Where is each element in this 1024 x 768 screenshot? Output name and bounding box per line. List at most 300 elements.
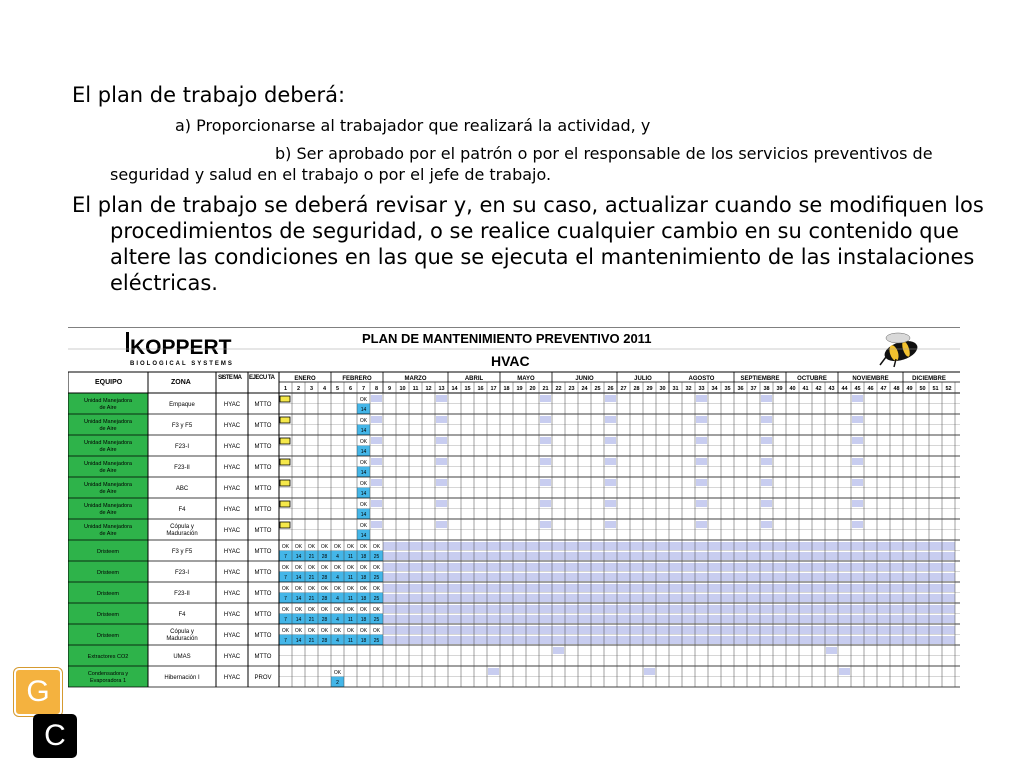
plan-cell (761, 437, 772, 444)
week-number: 30 (659, 386, 666, 392)
week-number: 12 (425, 386, 432, 392)
plan-cell (436, 479, 447, 486)
date-mark: 14 (360, 449, 367, 455)
ok-mark: OK (359, 586, 368, 592)
month-label: AGOSTO (688, 376, 715, 382)
ejecuta-label: MTTO (254, 465, 272, 471)
ok-mark: OK (359, 565, 368, 571)
date-mark: 14 (295, 638, 302, 644)
ok-mark: OK (346, 607, 355, 613)
arrow-marker (280, 480, 290, 486)
equipo-label: de Aire (99, 531, 117, 537)
zona-label: ABC (175, 486, 189, 492)
ejecuta-label: PROV (254, 675, 272, 681)
date-mark: 18 (360, 617, 367, 623)
sistema-label: HYAC (223, 633, 241, 639)
plan-cell (371, 500, 382, 507)
zona-label: UMAS (173, 654, 191, 660)
date-mark: 18 (360, 596, 367, 602)
date-mark: 11 (347, 596, 354, 602)
date-mark: 21 (308, 638, 315, 644)
ok-mark: OK (333, 607, 342, 613)
date-mark: 7 (284, 617, 287, 623)
sistema-label: HYAC (223, 528, 241, 534)
week-number: 16 (477, 386, 484, 392)
plan-cell (540, 521, 551, 528)
week-number: 14 (451, 386, 458, 392)
equipo-label: Extractores CO2 (87, 654, 129, 660)
date-mark: 14 (360, 491, 367, 497)
week-number: 6 (348, 386, 353, 392)
date-mark: 14 (360, 533, 367, 539)
ok-mark: OK (333, 586, 342, 592)
sistema-label: HYAC (223, 486, 241, 492)
ok-mark: OK (320, 565, 329, 571)
plan-cell (605, 416, 616, 423)
date-mark: 14 (295, 554, 302, 560)
plan-cell (852, 437, 863, 444)
date-mark: 4 (336, 554, 339, 560)
date-mark: 25 (373, 617, 380, 623)
ok-mark: OK (294, 565, 303, 571)
date-mark: 11 (347, 575, 354, 581)
header-ejecuta: EJECU TA (249, 375, 275, 381)
week-number: 43 (828, 386, 835, 392)
equipo-label: de Aire (99, 510, 117, 516)
ok-mark: OK (359, 460, 368, 466)
date-mark: 14 (295, 596, 302, 602)
plan-cell (436, 437, 447, 444)
equipo-label: Dristeem (96, 591, 120, 597)
ejecuta-label: MTTO (254, 591, 272, 597)
ok-mark: OK (307, 586, 316, 592)
ok-mark: OK (307, 628, 316, 634)
week-number: 33 (698, 386, 705, 392)
week-number: 5 (335, 386, 340, 392)
ejecuta-label: MTTO (254, 423, 272, 429)
ok-mark: OK (307, 544, 316, 550)
date-mark: 14 (360, 470, 367, 476)
plan-cell (436, 521, 447, 528)
week-number: 48 (893, 386, 900, 392)
equipo-label: Condensadora y (87, 671, 129, 677)
week-number: 32 (685, 386, 692, 392)
date-mark: 14 (295, 617, 302, 623)
equipo-label: Unidad Manejadora (83, 440, 133, 446)
ok-mark: OK (294, 607, 303, 613)
plan-cell (605, 521, 616, 528)
ejecuta-label: MTTO (254, 654, 272, 660)
plan-cell (761, 521, 772, 528)
date-mark: 25 (373, 596, 380, 602)
equipo-label: de Aire (99, 489, 117, 495)
plan-cell (605, 500, 616, 507)
sistema-label: HYAC (223, 612, 241, 618)
week-number: 38 (763, 386, 770, 392)
month-label: JULIO (634, 376, 652, 382)
month-label: MAYO (517, 376, 535, 382)
date-mark: 21 (308, 617, 315, 623)
sistema-label: HYAC (223, 507, 241, 513)
equipo-label: Unidad Manejadora (83, 482, 133, 488)
arrow-marker (280, 438, 290, 444)
week-number: 47 (880, 386, 887, 392)
date-mark: 14 (360, 407, 367, 413)
c-button[interactable]: C (33, 714, 77, 758)
ok-mark: OK (372, 544, 381, 550)
date-mark: 14 (360, 512, 367, 518)
plan-cell (761, 479, 772, 486)
plan-cell (605, 437, 616, 444)
week-number: 9 (387, 386, 392, 392)
ok-mark: OK (281, 586, 290, 592)
ok-mark: OK (333, 544, 342, 550)
date-mark: 4 (336, 617, 339, 623)
week-number: 21 (542, 386, 549, 392)
date-mark: 28 (321, 617, 328, 623)
equipo-label: Unidad Manejadora (83, 524, 133, 530)
maintenance-plan-sheet (68, 327, 960, 691)
week-number: 24 (581, 386, 588, 392)
ok-mark: OK (281, 565, 290, 571)
plan-cell (696, 521, 707, 528)
plan-cell (371, 458, 382, 465)
week-number: 34 (711, 386, 718, 392)
plan-cell (436, 395, 447, 402)
week-number: 8 (374, 386, 379, 392)
plan-cell (696, 500, 707, 507)
week-number: 36 (737, 386, 744, 392)
ejecuta-label: MTTO (254, 444, 272, 450)
sistema-label: HYAC (223, 444, 241, 450)
equipo-label: Unidad Manejadora (83, 398, 133, 404)
month-label: JUNIO (575, 376, 594, 382)
ok-mark: OK (359, 502, 368, 508)
week-number: 4 (322, 386, 327, 392)
date-mark: 25 (373, 554, 380, 560)
week-number: 29 (646, 386, 653, 392)
ejecuta-label: MTTO (254, 528, 272, 534)
week-number: 41 (802, 386, 809, 392)
ok-mark: OK (372, 607, 381, 613)
ok-mark: OK (281, 628, 290, 634)
date-mark: 25 (373, 638, 380, 644)
plan-cell (826, 647, 837, 654)
zona-label: F4 (178, 507, 186, 513)
ok-mark: OK (346, 565, 355, 571)
date-mark: 28 (321, 638, 328, 644)
zona-label: F23-I (174, 570, 190, 576)
week-number: 15 (464, 386, 471, 392)
week-number: 42 (815, 386, 822, 392)
plan-intro: El plan de trabajo deberá: (72, 83, 346, 107)
date-mark: 7 (284, 596, 287, 602)
arrow-marker (280, 501, 290, 507)
date-mark: 28 (321, 554, 328, 560)
logo-main: KOPPERT (130, 336, 232, 359)
ok-mark: OK (320, 607, 329, 613)
week-number: 50 (919, 386, 926, 392)
month-label: ENERO (294, 376, 316, 382)
week-number: 40 (789, 386, 796, 392)
week-number: 35 (724, 386, 731, 392)
ok-mark: OK (359, 544, 368, 550)
header-equipo: EQUIPO (95, 379, 123, 386)
week-number: 22 (555, 386, 562, 392)
week-number: 18 (503, 386, 510, 392)
ok-mark: OK (333, 565, 342, 571)
ejecuta-label: MTTO (254, 507, 272, 513)
ok-mark: OK (294, 628, 303, 634)
ok-mark: OK (307, 565, 316, 571)
plan-cell (540, 479, 551, 486)
sistema-label: HYAC (223, 675, 241, 681)
sheet-title: PLAN DE MANTENIMIENTO PREVENTIVO 2011 (362, 331, 652, 346)
equipo-label: Dristeem (96, 633, 120, 639)
plan-cell (540, 416, 551, 423)
week-number: 51 (932, 386, 939, 392)
ok-mark: OK (359, 418, 368, 424)
date-mark: 7 (284, 575, 287, 581)
equipo-label: Dristeem (96, 549, 120, 555)
ok-mark: OK (320, 586, 329, 592)
equipo-label: Dristeem (96, 570, 120, 576)
week-number: 10 (399, 386, 406, 392)
g-button[interactable]: G (14, 668, 62, 716)
sistema-label: HYAC (223, 654, 241, 660)
plan-cell (761, 500, 772, 507)
week-number: 46 (867, 386, 874, 392)
week-number: 44 (841, 386, 848, 392)
month-label: FEBRERO (342, 376, 372, 382)
ejecuta-label: MTTO (254, 612, 272, 618)
week-number: 17 (490, 386, 497, 392)
week-number: 20 (529, 386, 536, 392)
sistema-label: HYAC (223, 465, 241, 471)
ok-mark: OK (281, 607, 290, 613)
ok-mark: OK (307, 607, 316, 613)
ok-mark: OK (333, 670, 342, 676)
plan-cell (696, 458, 707, 465)
week-number: 13 (438, 386, 445, 392)
ok-mark: OK (359, 397, 368, 403)
sistema-label: HYAC (223, 549, 241, 555)
plan-item-b: b) Ser aprobado por el patrón o por el responsable de los servicios preventivos de seguridad y salud en el trabajo o por el jefe de trabajo. (110, 144, 933, 184)
plan-cell (852, 395, 863, 402)
ok-mark: OK (346, 544, 355, 550)
ok-mark: OK (359, 439, 368, 445)
date-mark: 4 (336, 596, 339, 602)
arrow-marker (280, 417, 290, 423)
plan-cell (852, 479, 863, 486)
ok-mark: OK (359, 607, 368, 613)
ok-mark: OK (320, 544, 329, 550)
ejecuta-label: MTTO (254, 402, 272, 408)
week-number: 27 (620, 386, 627, 392)
equipo-label: de Aire (99, 468, 117, 474)
plan-cell (605, 479, 616, 486)
week-number: 52 (945, 386, 952, 392)
equipo-label: Unidad Manejadora (83, 503, 133, 509)
plan-cell (852, 500, 863, 507)
week-number: 25 (594, 386, 601, 392)
week-number: 37 (750, 386, 757, 392)
plan-cell (436, 416, 447, 423)
plan-cell (553, 647, 564, 654)
week-number: 3 (309, 386, 314, 392)
plan-cell (371, 395, 382, 402)
sistema-label: HYAC (223, 402, 241, 408)
ok-mark: OK (294, 544, 303, 550)
date-mark: 11 (347, 617, 354, 623)
date-mark: 21 (308, 596, 315, 602)
equipo-label: Evaporadora 1 (89, 678, 127, 684)
zona-label: Cópula y (170, 524, 194, 530)
month-label: NOVIEMBRE (852, 376, 889, 382)
week-number: 2 (296, 386, 301, 392)
plan-cell (371, 437, 382, 444)
week-number: 7 (361, 386, 366, 392)
plan-cell (436, 500, 447, 507)
ok-mark: OK (372, 628, 381, 634)
date-mark: 11 (347, 554, 354, 560)
week-number: 31 (672, 386, 679, 392)
week-number: 11 (412, 386, 419, 392)
ok-mark: OK (281, 544, 290, 550)
equipo-label: de Aire (99, 426, 117, 432)
sistema-label: HYAC (223, 591, 241, 597)
ok-mark: OK (359, 628, 368, 634)
zona-label: F23-II (174, 465, 190, 471)
plan-cell (644, 668, 655, 675)
sistema-label: HYAC (223, 423, 241, 429)
ok-mark: OK (359, 523, 368, 529)
equipo-label: de Aire (99, 405, 117, 411)
zona-label: Maduración (166, 531, 198, 537)
date-mark: 21 (308, 554, 315, 560)
date-mark: 14 (360, 428, 367, 434)
ejecuta-label: MTTO (254, 486, 272, 492)
sheet-subtitle: HVAC (491, 353, 530, 369)
equipo-label: Unidad Manejadora (83, 419, 133, 425)
zona-label: F4 (178, 612, 186, 618)
date-mark: 4 (336, 638, 339, 644)
ejecuta-label: MTTO (254, 633, 272, 639)
ok-mark: OK (346, 586, 355, 592)
zona-label: Empaque (169, 402, 195, 408)
plan-cell (852, 416, 863, 423)
plan-cell (540, 458, 551, 465)
plan-cell (761, 458, 772, 465)
plan-cell (696, 416, 707, 423)
zona-label: F3 y F5 (171, 423, 193, 429)
plan-cell (540, 437, 551, 444)
header-sistema: SISTE MA (218, 375, 242, 381)
date-mark: 7 (284, 554, 287, 560)
zona-label: Hibernación I (164, 675, 200, 681)
equipo-label: Unidad Manejadora (83, 461, 133, 467)
ok-mark: OK (346, 628, 355, 634)
date-mark: 18 (360, 575, 367, 581)
plan-cell (540, 395, 551, 402)
plan-cell (696, 479, 707, 486)
week-number: 23 (568, 386, 575, 392)
ejecuta-label: MTTO (254, 549, 272, 555)
week-number: 1 (283, 386, 288, 392)
zona-label: F23-II (174, 591, 190, 597)
plan-item-a: a) Proporcionarse al trabajador que realizará la actividad, y (175, 116, 651, 135)
plan-cell (761, 416, 772, 423)
arrow-marker (280, 459, 290, 465)
ok-mark: OK (333, 628, 342, 634)
maintenance-grid (68, 327, 960, 691)
week-number: 28 (633, 386, 640, 392)
week-number: 45 (854, 386, 861, 392)
date-mark: 18 (360, 554, 367, 560)
date-mark: 4 (336, 575, 339, 581)
week-number: 26 (607, 386, 614, 392)
zona-label: Maduración (166, 636, 198, 642)
plan-cell (839, 668, 850, 675)
koppert-logo (126, 332, 234, 367)
month-label: DICIEMBRE (912, 376, 946, 382)
plan-cell (852, 521, 863, 528)
plan-cell (371, 416, 382, 423)
plan-cell (605, 458, 616, 465)
plan-cell (696, 395, 707, 402)
date-mark: 7 (284, 638, 287, 644)
plan-cell (488, 668, 499, 675)
date-mark: 28 (321, 575, 328, 581)
equipo-label: Dristeem (96, 612, 120, 618)
ok-mark: OK (359, 481, 368, 487)
plan-cell (540, 500, 551, 507)
arrow-marker (280, 522, 290, 528)
ok-mark: OK (372, 565, 381, 571)
month-label: OCTUBRE (797, 376, 827, 382)
month-label: ABRIL (464, 376, 484, 382)
month-label: MARZO (404, 376, 427, 382)
date-mark: 18 (360, 638, 367, 644)
logo-sub: BIOLOGICAL SYSTEMS (130, 361, 234, 367)
ok-mark: OK (320, 628, 329, 634)
date-mark: 2 (336, 680, 339, 686)
ok-mark: OK (372, 586, 381, 592)
zona-label: F3 y F5 (171, 549, 193, 555)
date-mark: 28 (321, 596, 328, 602)
plan-cell (696, 437, 707, 444)
zona-label: Cópula y (170, 629, 194, 635)
plan-cell (371, 479, 382, 486)
sistema-label: HYAC (223, 570, 241, 576)
date-mark: 21 (308, 575, 315, 581)
plan-cell (371, 521, 382, 528)
plan-cell (852, 458, 863, 465)
date-mark: 11 (347, 638, 354, 644)
equipo-label: de Aire (99, 447, 117, 453)
plan-cell (605, 395, 616, 402)
arrow-marker (280, 396, 290, 402)
plan-cell (761, 395, 772, 402)
ok-mark: OK (294, 586, 303, 592)
week-number: 39 (776, 386, 783, 392)
date-mark: 25 (373, 575, 380, 581)
week-number: 19 (516, 386, 523, 392)
plan-review-paragraph: El plan de trabajo se deberá revisar y, en su caso, actualizar cuando se modifiquen los procedimientos de seguridad, o se realice cualquier cambio en su contenido que altere las condiciones en las que se ejecuta el mantenimiento de las instalaciones eléctricas. (72, 193, 984, 295)
date-mark: 14 (295, 575, 302, 581)
ejecuta-label: MTTO (254, 570, 272, 576)
zona-label: F23-I (174, 444, 190, 450)
